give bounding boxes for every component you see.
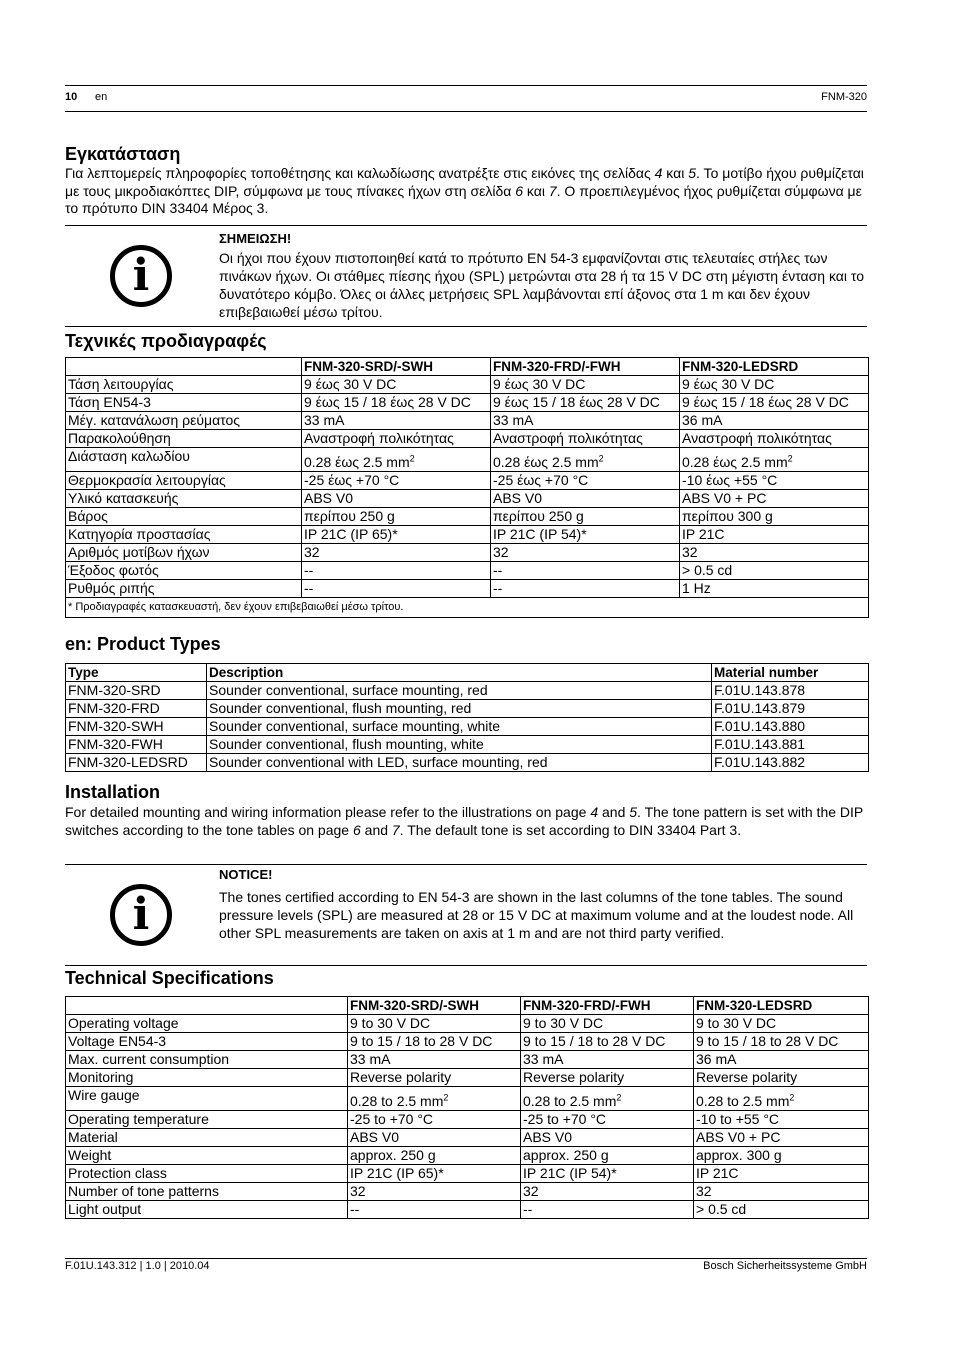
gr-specs-cell: 36 mA bbox=[680, 412, 869, 430]
types-header-0: Type bbox=[66, 664, 207, 682]
gr-specs-cell: περίπου 300 g bbox=[680, 508, 869, 526]
en-specs-header-2: FNM-320-FRD/-FWH bbox=[521, 997, 694, 1015]
table-row bbox=[66, 718, 869, 736]
table-row bbox=[66, 1129, 869, 1147]
gr-specs-cell: 33 mA bbox=[302, 412, 491, 430]
types-header-2: Material number bbox=[712, 664, 869, 682]
en-specs-cell: Light output bbox=[66, 1201, 348, 1219]
gr-specs-cell: 32 bbox=[491, 544, 680, 562]
en-specs-cell: 0.28 to 2.5 $mm^2$ bbox=[694, 1087, 869, 1111]
types-cell: FNM-320-FWH bbox=[66, 736, 207, 754]
en-specs-cell: 9 to 30 V DC bbox=[694, 1015, 869, 1033]
gr-specs-cell: Θερμοκρασία λειτουργίας bbox=[66, 472, 302, 490]
table-row bbox=[66, 1147, 869, 1165]
en-specs-cell: -- bbox=[348, 1201, 521, 1219]
en-specs-title: Technical Specifications bbox=[65, 968, 274, 988]
en-specs-header-0 bbox=[66, 997, 348, 1015]
gr-specs-cell: -- bbox=[491, 562, 680, 580]
en-install-text: For detailed mounting and wiring information please refer to the illustrations on page 4 and 5. The tone pattern is set with the DIP switches according to the tone tables on page 6 and 7. The default tone is set according to DIN 33404 Part 3. bbox=[65, 804, 863, 838]
en-specs-cell: 9 to 30 V DC bbox=[521, 1015, 694, 1033]
en-specs-cell: -10 to +55 °C bbox=[694, 1111, 869, 1129]
gr-specs-table bbox=[65, 357, 869, 618]
header-top-rule bbox=[65, 85, 867, 86]
table-row bbox=[66, 430, 869, 448]
en-specs-cell: 0.28 to 2.5 $mm^2$ bbox=[348, 1087, 521, 1111]
gr-specs-cell: Αναστροφή πολικότητας bbox=[680, 430, 869, 448]
gr-specs-cell: 1 Hz bbox=[680, 580, 869, 598]
gr-specs-header-0 bbox=[66, 358, 302, 376]
gr-specs-cell: 33 mA bbox=[491, 412, 680, 430]
en-specs-cell: > 0.5 cd bbox=[694, 1201, 869, 1219]
en-specs-cell: Monitoring bbox=[66, 1069, 348, 1087]
gr-specs-header-3: FNM-320-LEDSRD bbox=[680, 358, 869, 376]
gr-specs-cell: 0.28 έως 2.5 $mm^2$ bbox=[680, 448, 869, 472]
gr-install-title: Εγκατάσταση bbox=[65, 144, 181, 164]
table-row bbox=[66, 544, 869, 562]
en-specs-cell: Weight bbox=[66, 1147, 348, 1165]
table-row bbox=[66, 736, 869, 754]
language-code: en bbox=[95, 91, 108, 103]
table-row bbox=[66, 1051, 869, 1069]
en-specs-cell: 32 bbox=[521, 1183, 694, 1201]
en-specs-cell: ABS V0 bbox=[348, 1129, 521, 1147]
en-notice-box bbox=[65, 864, 867, 966]
gr-specs-cell: ABS V0 bbox=[491, 490, 680, 508]
en-specs-cell: Protection class bbox=[66, 1165, 348, 1183]
en-notice-text: The tones certified according to EN 54-3 are shown in the last columns of the tone tables. The sound pressure levels (SPL) are measured at 28 or 15 V DC at maximum volume and at the loudest node. All other SPL measurements are taken on axis at 1 m and are not third party verified. bbox=[219, 889, 854, 941]
table-row bbox=[66, 682, 869, 700]
en-specs-cell: approx. 250 g bbox=[348, 1147, 521, 1165]
gr-specs-cell: 9 έως 15 / 18 έως 28 V DC bbox=[680, 394, 869, 412]
gr-specs-cell: Υλικό κατασκευής bbox=[66, 490, 302, 508]
gr-specs-cell: Διάσταση καλωδίου bbox=[66, 448, 302, 472]
types-cell: FNM-320-FRD bbox=[66, 700, 207, 718]
table-row bbox=[66, 580, 869, 598]
gr-notice-text: Οι ήχοι που έχουν πιστοποιηθεί κατά το πρότυπο EN 54-3 εμφανίζονται στις τελευταίες στήλες των πινάκων ήχων. Οι στάθμες πίεσης ήχου (SPL) μετρώνται στα 28 ή τα 15 V DC στη μέγιστη ένταση και το δυνατότερο κόμβο. Όλες οι άλλες μετρήσεις SPL λαμβάνονται επί άξονος στα 1 m και δεν έχουν επιβεβαιωθεί μέσω τρίτου. bbox=[219, 250, 865, 320]
en-specs-cell: Reverse polarity bbox=[348, 1069, 521, 1087]
header-product: FNM-320 bbox=[821, 91, 867, 103]
gr-specs-cell: περίπου 250 g bbox=[491, 508, 680, 526]
en-specs-cell: -25 to +70 °C bbox=[521, 1111, 694, 1129]
gr-specs-cell: 9 έως 15 / 18 έως 28 V DC bbox=[491, 394, 680, 412]
info-icon: i bbox=[110, 245, 172, 307]
table-row bbox=[66, 562, 869, 580]
gr-specs-cell: > 0.5 cd bbox=[680, 562, 869, 580]
en-install-title: Installation bbox=[65, 782, 161, 802]
gr-install-text-a: Για λεπτομερείς πληροφορίες τοποθέτησης και καλωδίωσης ανατρέξτε στις εικόνες της σελίδας 4 και 5. Το μοτίβο ήχου ρυθμίζεται με τους μικροδιακόπτες DIP, σύμφωνα με τους πίνακες ήχων στη σελίδα 6 και 7. Ο προεπιλεγμένος ήχος ρυθμίζεται σύμφωνα με το πρότυπο DIN 33404 Μέρος 3. bbox=[65, 165, 864, 216]
footer-doc-ref: F.01U.143.312 | 1.0 | 2010.04 bbox=[65, 1260, 210, 1272]
types-cell: F.01U.143.881 bbox=[712, 736, 869, 754]
gr-specs-cell: ABS V0 bbox=[302, 490, 491, 508]
en-specs-cell: Voltage EN54-3 bbox=[66, 1033, 348, 1051]
en-specs-cell: 9 to 15 / 18 to 28 V DC bbox=[694, 1033, 869, 1051]
table-row bbox=[66, 754, 869, 772]
en-specs-cell: 9 to 30 V DC bbox=[348, 1015, 521, 1033]
table-row bbox=[66, 700, 869, 718]
types-cell: FNM-320-SRD bbox=[66, 682, 207, 700]
en-specs-cell: 32 bbox=[694, 1183, 869, 1201]
en-specs-cell: IP 21C bbox=[694, 1165, 869, 1183]
en-specs-cell: -- bbox=[521, 1201, 694, 1219]
gr-specs-cell: Έξοδος φωτός bbox=[66, 562, 302, 580]
en-specs-cell: IP 21C (IP 54)* bbox=[521, 1165, 694, 1183]
en-specs-cell: Reverse polarity bbox=[694, 1069, 869, 1087]
table-row bbox=[66, 472, 869, 490]
en-specs-cell: Wire gauge bbox=[66, 1087, 348, 1111]
gr-install-text bbox=[65, 165, 867, 218]
gr-specs-cell: Τάση λειτουργίας bbox=[66, 376, 302, 394]
product-types-table bbox=[65, 663, 869, 772]
gr-specs-cell: περίπου 250 g bbox=[302, 508, 491, 526]
en-specs-cell: approx. 300 g bbox=[694, 1147, 869, 1165]
types-header-1: Description bbox=[207, 664, 712, 682]
info-icon: i bbox=[110, 884, 172, 946]
gr-specs-header-1: FNM-320-SRD/-SWH bbox=[302, 358, 491, 376]
types-cell: FNM-320-SWH bbox=[66, 718, 207, 736]
en-specs-cell: ABS V0 + PC bbox=[694, 1129, 869, 1147]
types-cell: F.01U.143.879 bbox=[712, 700, 869, 718]
gr-specs-cell: -- bbox=[491, 580, 680, 598]
en-specs-cell: 9 to 15 / 18 to 28 V DC bbox=[348, 1033, 521, 1051]
gr-specs-header-2: FNM-320-FRD/-FWH bbox=[491, 358, 680, 376]
table-row bbox=[66, 508, 869, 526]
en-specs-cell: 36 mA bbox=[694, 1051, 869, 1069]
types-cell: FNM-320-LEDSRD bbox=[66, 754, 207, 772]
types-cell: Sounder conventional, flush mounting, white bbox=[207, 736, 712, 754]
gr-specs-cell: Ρυθμός ριπής bbox=[66, 580, 302, 598]
en-specs-table bbox=[65, 996, 869, 1219]
gr-specs-cell: Κατηγορία προστασίας bbox=[66, 526, 302, 544]
gr-specs-cell: Μέγ. κατανάλωση ρεύματος bbox=[66, 412, 302, 430]
en-specs-cell: Operating temperature bbox=[66, 1111, 348, 1129]
gr-specs-cell: Αναστροφή πολικότητας bbox=[491, 430, 680, 448]
gr-specs-cell: 9 έως 30 V DC bbox=[491, 376, 680, 394]
gr-specs-cell: 32 bbox=[302, 544, 491, 562]
en-specs-cell: 33 mA bbox=[521, 1051, 694, 1069]
gr-specs-cell: Τάση EN54-3 bbox=[66, 394, 302, 412]
gr-specs-cell: IP 21C (IP 54)* bbox=[491, 526, 680, 544]
gr-specs-cell: -25 έως +70 °C bbox=[302, 472, 491, 490]
table-row bbox=[66, 1069, 869, 1087]
types-cell: F.01U.143.878 bbox=[712, 682, 869, 700]
table-row bbox=[66, 1183, 869, 1201]
table-row bbox=[66, 448, 869, 472]
gr-specs-cell: Αναστροφή πολικότητας bbox=[302, 430, 491, 448]
table-row bbox=[66, 1015, 869, 1033]
gr-notice-title: ΣΗΜΕΙΩΣΗ! bbox=[219, 231, 292, 246]
en-specs-cell: 9 to 15 / 18 to 28 V DC bbox=[521, 1033, 694, 1051]
footer-company: Bosch Sicherheitssysteme GmbH bbox=[703, 1260, 867, 1272]
types-cell: Sounder conventional, surface mounting, red bbox=[207, 682, 712, 700]
gr-specs-cell: 32 bbox=[680, 544, 869, 562]
table-row bbox=[66, 394, 869, 412]
gr-specs-cell: IP 21C (IP 65)* bbox=[302, 526, 491, 544]
en-types-title: en: Product Types bbox=[65, 634, 221, 654]
en-notice-title: NOTICE! bbox=[219, 867, 273, 882]
en-specs-cell: Max. current consumption bbox=[66, 1051, 348, 1069]
specs-footnote: * Προδιαγραφές κατασκευαστή, δεν έχουν επιβεβαιωθεί μέσω τρίτου. bbox=[66, 598, 869, 618]
gr-specs-cell: Αριθμός μοτίβων ήχων bbox=[66, 544, 302, 562]
en-specs-cell: -25 to +70 °C bbox=[348, 1111, 521, 1129]
table-row bbox=[66, 412, 869, 430]
table-row bbox=[66, 490, 869, 508]
en-specs-cell: Material bbox=[66, 1129, 348, 1147]
gr-notice-box bbox=[65, 225, 867, 327]
gr-specs-cell: 9 έως 30 V DC bbox=[680, 376, 869, 394]
gr-specs-cell: 9 έως 30 V DC bbox=[302, 376, 491, 394]
gr-specs-cell: -25 έως +70 °C bbox=[491, 472, 680, 490]
en-specs-header-3: FNM-320-LEDSRD bbox=[694, 997, 869, 1015]
gr-specs-cell: 0.28 έως 2.5 $mm^2$ bbox=[491, 448, 680, 472]
en-specs-header-1: FNM-320-SRD/-SWH bbox=[348, 997, 521, 1015]
header-bottom-rule bbox=[65, 111, 867, 112]
en-specs-cell: Reverse polarity bbox=[521, 1069, 694, 1087]
gr-specs-cell: -- bbox=[302, 562, 491, 580]
en-specs-cell: 32 bbox=[348, 1183, 521, 1201]
en-specs-cell: Number of tone patterns bbox=[66, 1183, 348, 1201]
footer-rule bbox=[65, 1258, 867, 1259]
gr-specs-cell: -10 έως +55 °C bbox=[680, 472, 869, 490]
gr-specs-cell: Παρακολούθηση bbox=[66, 430, 302, 448]
gr-specs-cell: Βάρος bbox=[66, 508, 302, 526]
table-row bbox=[66, 1111, 869, 1129]
types-cell: Sounder conventional, flush mounting, red bbox=[207, 700, 712, 718]
gr-specs-cell: 0.28 έως 2.5 $mm^2$ bbox=[302, 448, 491, 472]
en-specs-cell: Operating voltage bbox=[66, 1015, 348, 1033]
page-number: 10 bbox=[65, 91, 78, 103]
table-row bbox=[66, 1033, 869, 1051]
en-specs-cell: ABS V0 bbox=[521, 1129, 694, 1147]
table-row bbox=[66, 376, 869, 394]
gr-specs-cell: IP 21C bbox=[680, 526, 869, 544]
gr-specs-cell: ABS V0 + PC bbox=[680, 490, 869, 508]
table-row bbox=[66, 1201, 869, 1219]
types-cell: Sounder conventional, surface mounting, white bbox=[207, 718, 712, 736]
en-specs-cell: IP 21C (IP 65)* bbox=[348, 1165, 521, 1183]
gr-specs-cell: -- bbox=[302, 580, 491, 598]
en-specs-cell: 0.28 to 2.5 $mm^2$ bbox=[521, 1087, 694, 1111]
en-specs-cell: 33 mA bbox=[348, 1051, 521, 1069]
types-cell: F.01U.143.880 bbox=[712, 718, 869, 736]
table-row bbox=[66, 1165, 869, 1183]
gr-specs-title: Τεχνικές προδιαγραφές bbox=[65, 331, 267, 351]
gr-specs-cell: 9 έως 15 / 18 έως 28 V DC bbox=[302, 394, 491, 412]
types-cell: F.01U.143.882 bbox=[712, 754, 869, 772]
table-row bbox=[66, 526, 869, 544]
en-specs-cell: approx. 250 g bbox=[521, 1147, 694, 1165]
table-row bbox=[66, 1087, 869, 1111]
types-cell: Sounder conventional with LED, surface mounting, red bbox=[207, 754, 712, 772]
